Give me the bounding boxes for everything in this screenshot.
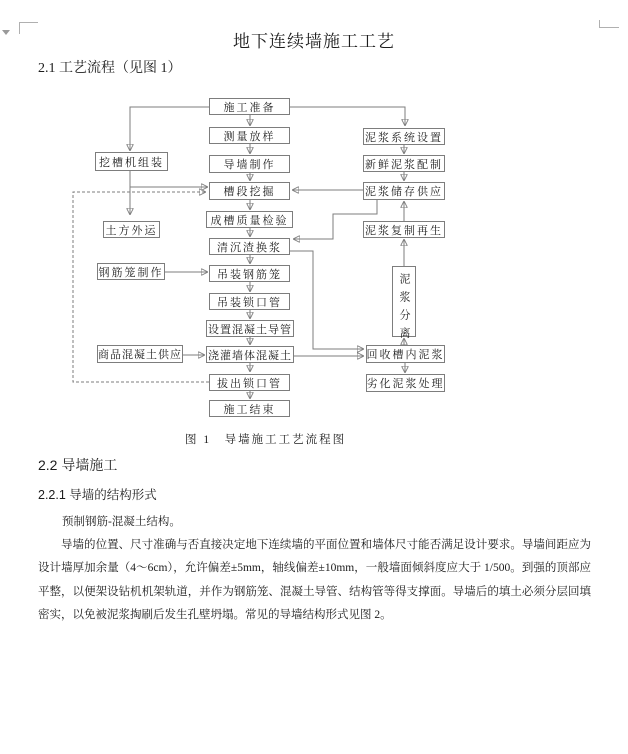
node-construction-preparation: 施工准备 bbox=[209, 98, 290, 115]
node-fresh-slurry-preparation: 新鲜泥浆配制 bbox=[363, 155, 445, 172]
section-2-2-heading: 2.2 导墙施工 bbox=[38, 457, 118, 473]
node-slurry-storage-supply: 泥浆储存供应 bbox=[363, 182, 445, 200]
node-slurry-system-setup: 泥浆系统设置 bbox=[363, 128, 445, 145]
figure-1-caption: 图 1 导墙施工工艺流程图 bbox=[185, 434, 347, 446]
node-sediment-cleaning-slurry-replacement: 清沉渣换浆 bbox=[209, 238, 290, 255]
node-wall-concrete-pouring: 浇灌墙体混凝土 bbox=[206, 346, 294, 363]
connector bbox=[130, 107, 209, 150]
node-commercial-concrete-supply: 商品混凝土供应 bbox=[97, 345, 183, 363]
node-excavator-assembly: 挖槽机组装 bbox=[95, 152, 168, 171]
node-lock-pipe-hoisting: 吊装锁口管 bbox=[209, 293, 290, 310]
node-trench-slurry-recovery: 回收槽内泥浆 bbox=[366, 345, 445, 363]
node-slurry-separation: 泥浆分离 bbox=[392, 266, 416, 337]
node-trench-excavation: 槽段挖掘 bbox=[209, 182, 290, 200]
node-concrete-tremie-setup: 设置混凝土导管 bbox=[206, 320, 294, 337]
node-construction-end: 施工结束 bbox=[209, 400, 290, 417]
section-2-1-heading: 2.1 工艺流程（见图 1） bbox=[38, 61, 182, 76]
section-2-2-1-heading: 2.2.1 导墙的结构形式 bbox=[38, 488, 157, 502]
node-lock-pipe-extraction: 拔出锁口管 bbox=[209, 374, 290, 391]
page-title: 地下连续墙施工工艺 bbox=[233, 32, 395, 51]
node-rebar-cage-fabrication: 钢筋笼制作 bbox=[97, 263, 165, 280]
node-rebar-cage-hoisting: 吊装钢筋笼 bbox=[209, 265, 290, 282]
connector bbox=[290, 107, 405, 125]
node-slurry-regeneration: 泥浆复制再生 bbox=[363, 221, 445, 238]
node-trench-quality-inspection: 成槽质量检验 bbox=[206, 211, 293, 228]
node-survey-layout: 测量放样 bbox=[209, 127, 290, 144]
node-guide-wall-construction: 导墙制作 bbox=[209, 155, 290, 173]
node-soil-removal: 土方外运 bbox=[103, 221, 160, 238]
node-degraded-slurry-treatment: 劣化泥浆处理 bbox=[366, 374, 445, 392]
paragraph-structure: 预制钢筋-混凝土结构。 bbox=[62, 516, 181, 528]
connector bbox=[290, 251, 363, 349]
paragraph-guide-wall: 导墙的位置、尺寸准确与否直接决定地下连续墙的平面位置和墙体尺寸能否满足设计要求。导墙间距应为设计墙厚加余量（4～6cm），允许偏差±5mm，轴线偏差±10mm，一般墙面倾斜度应大于 1/500。到强的顶部应平整，以便架设钻机机架轨道，并作为钢筋笼、混凝土导管、结构管等得支撑面。导墙后的填土必须分层回填密实，以免被泥浆掏刷后发生孔壁坍塌。常见的导墙结构形式见图 2。 bbox=[38, 539, 591, 622]
